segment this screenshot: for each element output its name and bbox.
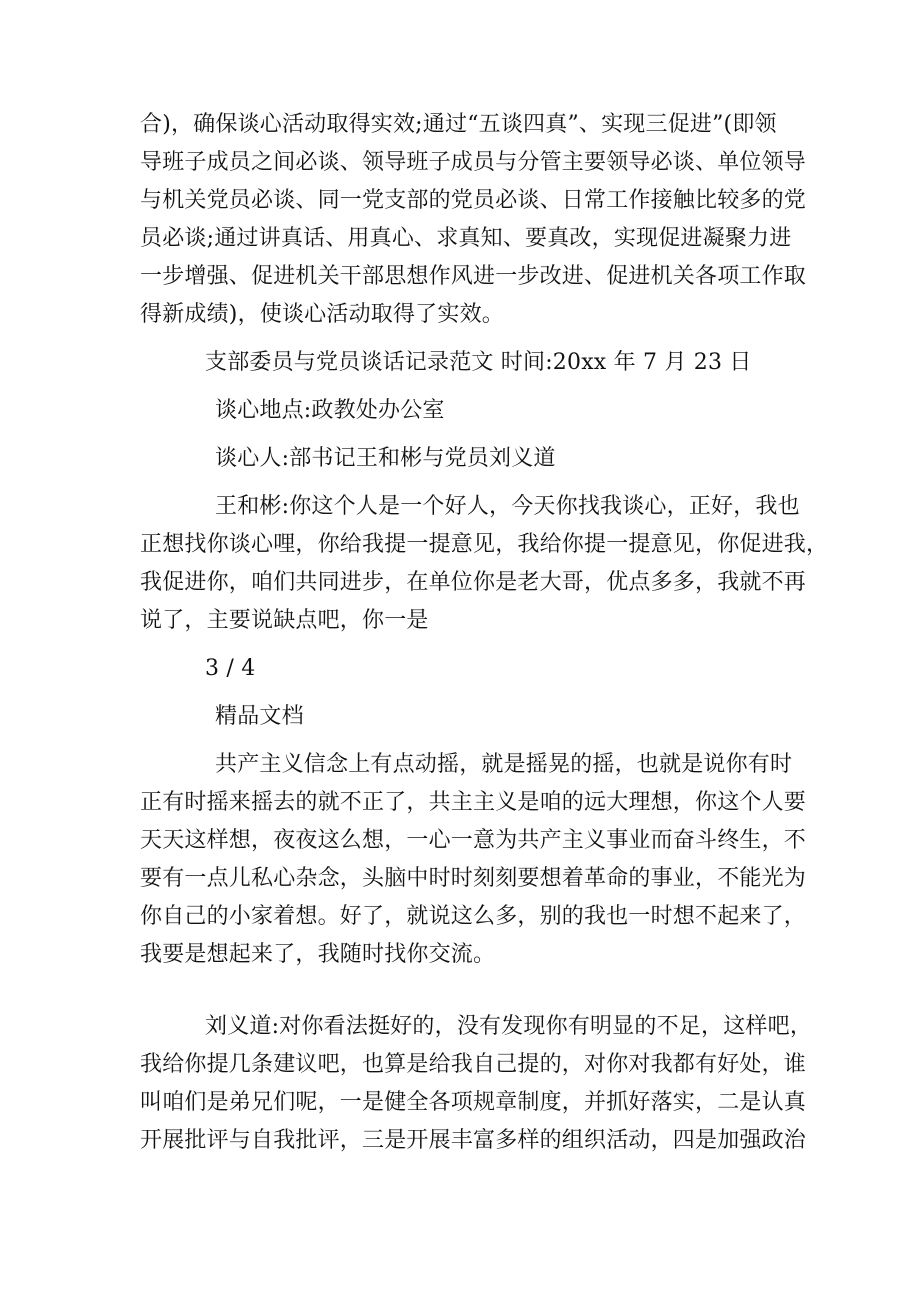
paragraph-2-line-2: 正想找你谈心哩，你给我提一提意见，我给你提一提意见，你促进我，: [140, 532, 829, 557]
paragraph-1-line-4: 员必谈;通过讲真话、用真心、求真知、要真改，实现促进凝聚力进: [140, 226, 792, 251]
paragraph-3-line-1: 共产主义信念上有点动摇，就是摇晃的摇，也就是说你有时: [215, 752, 793, 777]
paragraph-4-line-3: 叫咱们是弟兄们呢，一是健全各项规章制度，并抓好落实，二是认真: [140, 1090, 807, 1115]
paragraph-1-line-1: 合)，确保谈心活动取得实效;通过“五谈四真”、实现三促进”(即领: [140, 112, 777, 137]
record-title: 支部委员与党员谈话记录范文 时间:20xx 年 7 月 23 日: [205, 350, 752, 375]
paragraph-3-line-4: 要有一点儿私心杂念，头脑中时时刻刻要想着革命的事业，不能光为: [140, 866, 807, 891]
paragraph-4-line-4: 开展批评与自我批评，三是开展丰富多样的组织活动，四是加强政治: [140, 1128, 807, 1153]
paragraph-3-line-3: 天天这样想，夜夜这么想，一心一意为共产主义事业而奋斗终生，不: [140, 828, 807, 853]
paragraph-3-line-5: 你自己的小家着想。好了，就说这么多，别的我也一时想不起来了，: [140, 904, 807, 929]
paragraph-2-line-3: 我促进你，咱们共同进步，在单位你是老大哥，优点多多，我就不再: [140, 570, 807, 595]
paragraph-1-line-2: 导班子成员之间必谈、领导班子成员与分管主要领导必谈、单位领导: [140, 150, 807, 175]
paragraph-1-line-5: 一步增强、促进机关干部思想作风进一步改进、促进机关各项工作取: [140, 264, 807, 289]
paragraph-3-line-2: 正有时摇来摇去的就不正了，共主主义是咱的远大理想，你这个人要: [140, 790, 807, 815]
talk-participants: 谈心人:部书记王和彬与党员刘义道: [215, 446, 556, 471]
paragraph-2-line-1: 王和彬:你这个人是一个好人，今天你找我谈心，正好，我也: [215, 494, 800, 519]
paragraph-1-line-6: 得新成绩)，使谈心活动取得了实效。: [140, 302, 504, 327]
page-number: 3 / 4: [205, 656, 256, 681]
paragraph-4-line-2: 我给你提几条建议吧，也算是给我自己提的，对你对我都有好处，谁: [140, 1052, 807, 1077]
paragraph-4-line-1: 刘义道:对你看法挺好的，没有发现你有明显的不足，这样吧，: [205, 1014, 813, 1039]
paragraph-1-line-3: 与机关党员必谈、同一党支部的党员必谈、日常工作接触比较多的党: [140, 188, 807, 213]
talk-location: 谈心地点:政教处办公室: [215, 398, 445, 423]
header-label: 精品文档: [215, 704, 304, 729]
paragraph-2-line-4: 说了，主要说缺点吧，你一是: [140, 608, 429, 633]
paragraph-3-line-6: 我要是想起来了，我随时找你交流。: [140, 942, 496, 967]
